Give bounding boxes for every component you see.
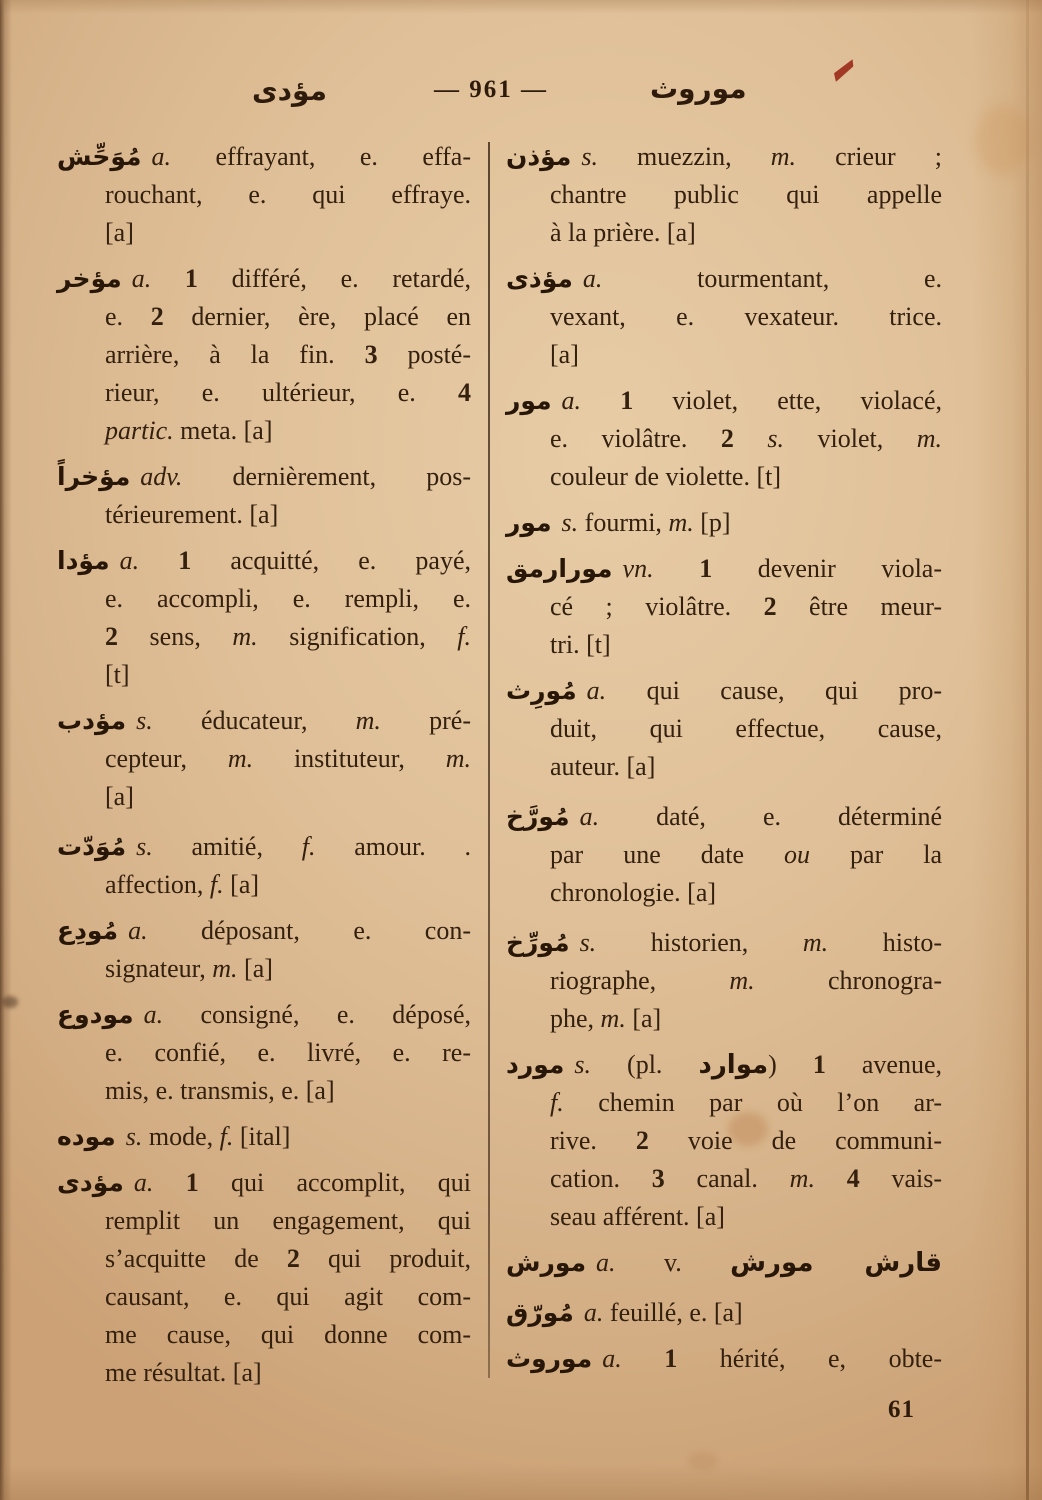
definition-text: pré- bbox=[380, 706, 471, 735]
entry-line bbox=[57, 702, 471, 740]
definition-text bbox=[153, 1168, 185, 1197]
dictionary-entry bbox=[506, 1046, 942, 1236]
definition-text: f. bbox=[550, 1088, 564, 1117]
definition-text: par une date bbox=[550, 840, 785, 869]
definition-text: e. confié, e. livré, e. re- bbox=[105, 1038, 471, 1067]
definition-text: être meur- bbox=[776, 592, 942, 621]
definition-text: auteur. [a] bbox=[550, 752, 656, 781]
entry-line bbox=[506, 550, 942, 588]
definition-text: par la bbox=[810, 840, 943, 869]
definition-text: a. bbox=[602, 1344, 622, 1373]
definition-text bbox=[151, 264, 185, 293]
entry-line bbox=[506, 504, 942, 542]
definition-text: causant, e. qui agit com- bbox=[105, 1282, 471, 1311]
entry-line bbox=[506, 420, 942, 458]
definition-text: posté- bbox=[377, 340, 471, 369]
definition-text bbox=[139, 546, 178, 575]
entry-headword-arabic: مُورِث bbox=[506, 676, 577, 705]
definition-text: f. bbox=[209, 870, 224, 899]
definition-text: 2 bbox=[286, 1244, 300, 1273]
entry-line bbox=[57, 778, 471, 816]
inline-arabic-text: قارش مورش bbox=[730, 1248, 942, 1278]
definition-text: rieur, e. ultérieur, e. bbox=[105, 378, 458, 407]
entry-line bbox=[506, 1294, 942, 1332]
definition-text: a. bbox=[579, 802, 600, 831]
dictionary-entry bbox=[506, 924, 942, 1038]
definition-text: 1 bbox=[812, 1050, 826, 1079]
entry-line bbox=[506, 1340, 942, 1378]
entry-line bbox=[57, 298, 471, 336]
left-column bbox=[57, 138, 471, 1400]
header-page-number: — 961 — bbox=[434, 76, 548, 103]
definition-text: hérité, e, obte- bbox=[677, 1344, 942, 1373]
definition-text: partic. bbox=[105, 416, 174, 445]
definition-text: s. bbox=[136, 832, 153, 861]
definition-text: 1 bbox=[699, 554, 713, 583]
entry-line bbox=[57, 1072, 471, 1110]
entry-headword-arabic: مُوَدّت bbox=[57, 832, 127, 861]
entry-line bbox=[57, 740, 471, 778]
entry-line bbox=[57, 1240, 471, 1278]
definition-text: seau afférent. [a] bbox=[550, 1202, 725, 1231]
definition-text: violet, ette, violacé, bbox=[633, 386, 943, 415]
entry-line bbox=[57, 950, 471, 988]
definition-text: amour. . bbox=[315, 832, 471, 861]
entry-line bbox=[57, 336, 471, 374]
definition-text: instituteur, bbox=[253, 744, 446, 773]
definition-text: violet, bbox=[784, 424, 917, 453]
entry-line bbox=[57, 580, 471, 618]
definition-text: effrayant, e. effa- bbox=[171, 142, 471, 171]
page-left-edge-shadow bbox=[0, 0, 12, 1500]
definition-text: me cause, qui donne com- bbox=[105, 1320, 471, 1349]
entry-headword-arabic: مؤذن bbox=[506, 142, 572, 171]
definition-text: s. bbox=[574, 1050, 591, 1079]
entry-line bbox=[57, 912, 471, 950]
definition-text: rive. bbox=[550, 1126, 636, 1155]
definition-text: 2 bbox=[105, 622, 118, 651]
entry-line bbox=[57, 374, 471, 412]
entry-headword-arabic: موده bbox=[57, 1122, 116, 1151]
entry-line bbox=[57, 260, 471, 298]
definition-text: duit, qui effectue, cause, bbox=[550, 714, 942, 743]
definition-text: a. bbox=[596, 1248, 616, 1277]
definition-text: 1 bbox=[620, 386, 634, 415]
definition-text: s’acquitte de bbox=[105, 1244, 287, 1273]
entry-headword-arabic: مُورِّخ bbox=[506, 928, 570, 957]
dictionary-entry bbox=[506, 1340, 942, 1378]
definition-text: canal. bbox=[664, 1164, 790, 1193]
definition-text: riographe, bbox=[550, 966, 730, 995]
dictionary-entry bbox=[506, 1244, 942, 1282]
entry-line bbox=[506, 962, 942, 1000]
dictionary-entry bbox=[57, 828, 471, 904]
definition-text: m. bbox=[789, 1164, 815, 1193]
entry-line bbox=[57, 618, 471, 656]
definition-text: remplit un engagement, qui bbox=[105, 1206, 471, 1235]
definition-text: tri. [t] bbox=[550, 630, 611, 659]
definition-text: (pl. bbox=[591, 1050, 699, 1079]
definition-text: chantre public qui appelle bbox=[550, 180, 942, 209]
definition-text: devenir viola- bbox=[712, 554, 943, 583]
definition-text bbox=[581, 386, 620, 415]
definition-text: térieurement. [a] bbox=[105, 500, 279, 529]
definition-text: 1 bbox=[185, 1168, 199, 1197]
entry-line bbox=[57, 214, 471, 252]
dictionary-entry bbox=[57, 1164, 471, 1392]
entry-line bbox=[506, 382, 942, 420]
definition-text: cepteur, bbox=[105, 744, 228, 773]
definition-text: cé ; violâtre. bbox=[550, 592, 764, 621]
definition-text: m. bbox=[232, 622, 258, 651]
definition-text: a. bbox=[583, 1298, 604, 1327]
definition-text: f. bbox=[457, 622, 471, 651]
definition-text: s. bbox=[561, 508, 579, 537]
definition-text: 2 bbox=[635, 1126, 649, 1155]
dictionary-entry bbox=[506, 798, 942, 912]
definition-text: chronogra- bbox=[754, 966, 942, 995]
definition-text: historien, bbox=[596, 928, 803, 957]
definition-text: 3 bbox=[364, 340, 378, 369]
definition-text: couleur de violette. [t] bbox=[550, 462, 782, 491]
definition-text bbox=[654, 554, 700, 583]
entry-headword-arabic: مورش bbox=[506, 1248, 587, 1277]
definition-text: a. bbox=[151, 142, 172, 171]
definition-text: phe, bbox=[550, 1004, 601, 1033]
definition-text: adv. bbox=[140, 462, 183, 491]
definition-text: 1 bbox=[184, 264, 198, 293]
definition-text: a. bbox=[561, 386, 582, 415]
definition-text: vn. bbox=[622, 554, 654, 583]
page-bottom-edge-shadow bbox=[0, 1464, 1042, 1500]
dictionary-entry bbox=[506, 1294, 942, 1332]
entry-line bbox=[57, 412, 471, 450]
entry-line bbox=[506, 458, 942, 496]
dictionary-entry bbox=[506, 382, 942, 496]
definition-text: amitié, bbox=[152, 832, 302, 861]
entry-line bbox=[57, 1354, 471, 1392]
dictionary-entry bbox=[57, 260, 471, 450]
definition-text: qui produit, bbox=[299, 1244, 471, 1273]
definition-text: a. bbox=[128, 916, 148, 945]
definition-text: avenue, bbox=[825, 1050, 942, 1079]
definition-text: a. bbox=[133, 1168, 154, 1197]
entry-line bbox=[506, 1046, 942, 1084]
definition-text: 1 bbox=[178, 546, 192, 575]
definition-text: a. bbox=[586, 676, 607, 705]
definition-text: f. bbox=[219, 1122, 234, 1151]
definition-text: 3 bbox=[651, 1164, 665, 1193]
entry-line bbox=[57, 1034, 471, 1072]
entry-line bbox=[506, 836, 942, 874]
definition-text: a. bbox=[131, 264, 152, 293]
dictionary-entry bbox=[506, 138, 942, 252]
definition-text: [ital] bbox=[233, 1122, 291, 1151]
definition-text: m. bbox=[770, 142, 796, 171]
page-right-edge-line bbox=[1026, 0, 1029, 1500]
definition-text: [a] bbox=[237, 954, 273, 983]
entry-line bbox=[57, 1316, 471, 1354]
entry-line bbox=[506, 260, 942, 298]
definition-text: me résultat. [a] bbox=[105, 1358, 262, 1387]
entry-line bbox=[506, 924, 942, 962]
entry-headword-arabic: مُودِع bbox=[57, 916, 119, 945]
definition-text: e. accompli, e. rempli, e. bbox=[105, 584, 471, 613]
definition-text: v. bbox=[615, 1248, 731, 1277]
definition-text: rouchant, e. qui effraye. bbox=[105, 180, 471, 209]
entry-line bbox=[506, 1000, 942, 1038]
right-column bbox=[506, 138, 942, 1386]
definition-text: meta. [a] bbox=[173, 416, 273, 445]
definition-text: [a] bbox=[223, 870, 260, 899]
definition-text bbox=[622, 1344, 665, 1373]
sheet-number: 61 bbox=[888, 1396, 915, 1423]
definition-text: chronologie. [a] bbox=[550, 878, 717, 907]
definition-text bbox=[815, 1164, 847, 1193]
definition-text: 1 bbox=[664, 1344, 678, 1373]
entry-line bbox=[506, 710, 942, 748]
dictionary-entry bbox=[506, 504, 942, 542]
definition-text: a. bbox=[143, 1000, 164, 1029]
definition-text: 2 bbox=[763, 592, 777, 621]
paper-stain bbox=[975, 105, 1030, 175]
definition-text: dernièrement, pos- bbox=[182, 462, 471, 491]
entry-headword-arabic: موروث bbox=[506, 1344, 593, 1373]
definition-text: m. bbox=[355, 706, 381, 735]
definition-text: déposant, e. con- bbox=[147, 916, 471, 945]
entry-line bbox=[57, 866, 471, 904]
header-keyword-left: مؤدى bbox=[252, 74, 327, 107]
definition-text: f. bbox=[301, 832, 316, 861]
dictionary-entry bbox=[506, 260, 942, 374]
entry-line bbox=[57, 1118, 471, 1156]
definition-text: [a] bbox=[105, 782, 134, 811]
definition-text: s. bbox=[581, 142, 598, 171]
definition-text: a. bbox=[119, 546, 140, 575]
definition-text: [a] bbox=[625, 1004, 662, 1033]
definition-text: 2 bbox=[720, 424, 734, 453]
header-keyword-right: موروث bbox=[650, 72, 747, 105]
entry-line bbox=[57, 138, 471, 176]
entry-headword-arabic: مُوَحِّش bbox=[57, 142, 142, 171]
definition-text: m. bbox=[916, 424, 942, 453]
definition-text: [a] bbox=[105, 218, 134, 247]
definition-text: m. bbox=[729, 966, 755, 995]
definition-text: voie de communi- bbox=[648, 1126, 942, 1155]
definition-text: cation. bbox=[550, 1164, 652, 1193]
definition-text: ) bbox=[768, 1050, 813, 1079]
entry-headword-arabic: مُورَّخ bbox=[506, 802, 570, 831]
definition-text: muezzin, bbox=[597, 142, 771, 171]
definition-text: dernier, ère, placé en bbox=[163, 302, 472, 331]
definition-text: fourmi, bbox=[578, 508, 669, 537]
entry-line bbox=[506, 298, 942, 336]
definition-text: mis, e. transmis, e. [a] bbox=[105, 1076, 335, 1105]
dictionary-entry bbox=[57, 1118, 471, 1156]
entry-line bbox=[506, 1160, 942, 1198]
entry-headword-arabic: مورد bbox=[506, 1050, 565, 1079]
definition-text: feuillé, e. [a] bbox=[603, 1298, 743, 1327]
entry-line bbox=[506, 1244, 942, 1282]
entry-line bbox=[506, 1122, 942, 1160]
definition-text: différé, e. retardé, bbox=[197, 264, 471, 293]
definition-text: [t] bbox=[105, 660, 130, 689]
page-top-edge-shadow bbox=[0, 0, 1042, 14]
definition-text bbox=[734, 424, 767, 453]
definition-text: qui accomplit, qui bbox=[198, 1168, 471, 1197]
column-divider-rule bbox=[488, 142, 490, 1378]
definition-text: chemin par où l’on ar- bbox=[563, 1088, 942, 1117]
entry-line bbox=[506, 176, 942, 214]
definition-text: 2 bbox=[150, 302, 164, 331]
entry-headword-arabic: مؤخر bbox=[57, 264, 122, 293]
definition-text: signification, bbox=[257, 622, 458, 651]
entry-line bbox=[57, 828, 471, 866]
definition-text: e. bbox=[105, 302, 151, 331]
dictionary-entry bbox=[57, 996, 471, 1110]
definition-text: ou bbox=[784, 840, 811, 869]
entry-line bbox=[506, 214, 942, 252]
dictionary-entry bbox=[57, 542, 471, 694]
definition-text: e. violâtre. bbox=[550, 424, 721, 453]
entry-line bbox=[57, 1164, 471, 1202]
entry-line bbox=[506, 798, 942, 836]
definition-text: s. bbox=[579, 928, 597, 957]
entry-headword-arabic: مور bbox=[506, 508, 552, 537]
entry-line bbox=[506, 626, 942, 664]
definition-text: histo- bbox=[828, 928, 942, 957]
entry-line bbox=[506, 672, 942, 710]
entry-line bbox=[506, 1198, 942, 1236]
definition-text: à la prière. [a] bbox=[550, 218, 696, 247]
definition-text: s. bbox=[136, 706, 153, 735]
entry-headword-arabic: مودوع bbox=[57, 1000, 134, 1029]
definition-text: affection, bbox=[105, 870, 210, 899]
definition-text: daté, e. déterminé bbox=[599, 802, 942, 831]
entry-line bbox=[57, 542, 471, 580]
definition-text: mode, bbox=[142, 1122, 220, 1151]
entry-line bbox=[57, 1278, 471, 1316]
definition-text: m. bbox=[445, 744, 471, 773]
entry-headword-arabic: مؤدى bbox=[57, 1168, 124, 1197]
definition-text: tourmentant, e. bbox=[602, 264, 942, 293]
definition-text: m. bbox=[600, 1004, 626, 1033]
dictionary-entry bbox=[57, 702, 471, 816]
entry-line bbox=[57, 458, 471, 496]
inline-arabic-text: موارد bbox=[698, 1050, 769, 1080]
dictionary-entry bbox=[506, 672, 942, 786]
paper-stain bbox=[2, 996, 18, 1008]
definition-text: qui cause, qui pro- bbox=[606, 676, 942, 705]
definition-text: s. bbox=[767, 424, 785, 453]
definition-text: 4 bbox=[458, 378, 471, 407]
definition-text: arrière, à la fin. bbox=[105, 340, 365, 369]
entry-line bbox=[506, 1084, 942, 1122]
entry-line bbox=[506, 748, 942, 786]
entry-line bbox=[506, 874, 942, 912]
definition-text: vais- bbox=[859, 1164, 943, 1193]
entry-headword-arabic: مور bbox=[506, 386, 552, 415]
entry-line bbox=[57, 496, 471, 534]
entry-headword-arabic: مؤدا bbox=[57, 546, 110, 575]
paper-stain bbox=[688, 1452, 718, 1470]
definition-text: m. bbox=[668, 508, 694, 537]
definition-text: m. bbox=[227, 744, 254, 773]
definition-text: 4 bbox=[846, 1164, 860, 1193]
definition-text: vexant, e. vexateur. trice. bbox=[550, 302, 942, 331]
definition-text: acquitté, e. payé, bbox=[191, 546, 472, 575]
definition-text: m. bbox=[802, 928, 829, 957]
definition-text: consigné, e. déposé, bbox=[163, 1000, 471, 1029]
dictionary-entry bbox=[57, 458, 471, 534]
entry-line bbox=[57, 176, 471, 214]
definition-text: éducateur, bbox=[152, 706, 356, 735]
entry-headword-arabic: مورارمق bbox=[506, 554, 613, 583]
definition-text: sens, bbox=[118, 622, 233, 651]
entry-line bbox=[57, 1202, 471, 1240]
entry-headword-arabic: مُورّق bbox=[506, 1298, 574, 1327]
entry-line bbox=[57, 656, 471, 694]
red-pen-mark bbox=[831, 56, 857, 85]
entry-headword-arabic: مؤذى bbox=[506, 264, 573, 293]
entry-line bbox=[506, 138, 942, 176]
dictionary-entry bbox=[57, 138, 471, 252]
entry-line bbox=[506, 588, 942, 626]
definition-text: [p] bbox=[693, 508, 731, 537]
definition-text: m. bbox=[212, 954, 238, 983]
page-right-edge-shadow bbox=[972, 0, 1042, 1500]
dictionary-entry bbox=[506, 550, 942, 664]
entry-line bbox=[506, 336, 942, 374]
entry-headword-arabic: مؤدب bbox=[57, 706, 127, 735]
definition-text: crieur ; bbox=[795, 142, 942, 171]
entry-line bbox=[57, 996, 471, 1034]
dictionary-entry bbox=[57, 912, 471, 988]
definition-text: a. bbox=[582, 264, 603, 293]
definition-text: s. bbox=[125, 1122, 143, 1151]
definition-text: [a] bbox=[550, 340, 579, 369]
entry-headword-arabic: مؤخراً bbox=[57, 462, 131, 491]
definition-text: signateur, bbox=[105, 954, 213, 983]
